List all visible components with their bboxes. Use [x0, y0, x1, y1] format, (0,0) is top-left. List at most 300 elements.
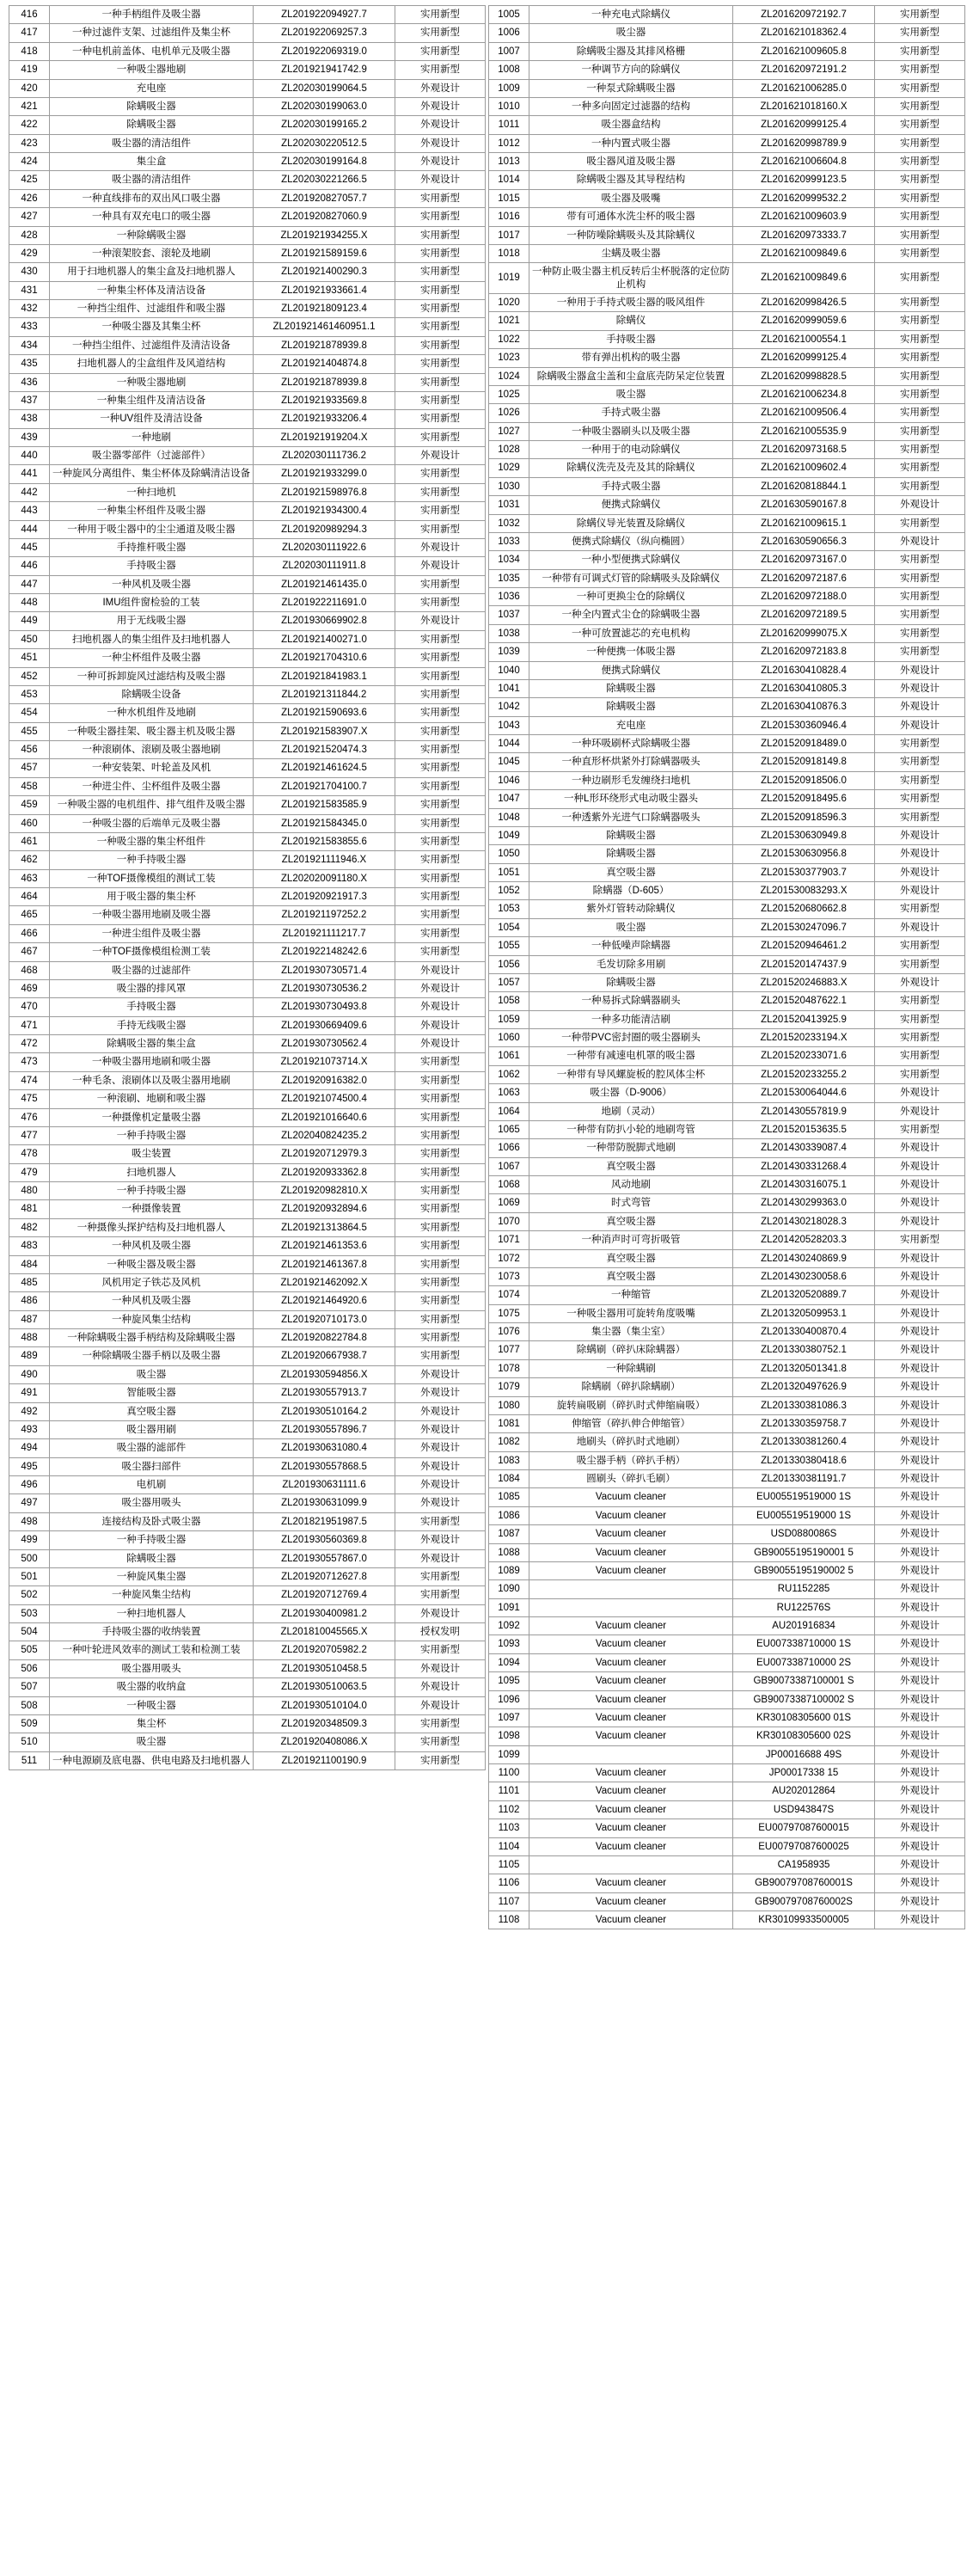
row-index: 1100 — [489, 1764, 529, 1782]
patent-type: 实用新型 — [875, 385, 965, 403]
table-row — [9, 869, 486, 887]
row-index: 423 — [9, 134, 50, 152]
patent-number: KR30109933500005 — [733, 1911, 875, 1929]
patent-title: 除螨仪导光装置及除螨仪 — [529, 514, 733, 532]
patent-type: 实用新型 — [875, 208, 965, 226]
patent-title — [529, 1855, 733, 1874]
patent-type: 外观设计 — [875, 1745, 965, 1763]
row-index: 1063 — [489, 1084, 529, 1102]
row-index: 1043 — [489, 716, 529, 734]
row-index: 477 — [9, 1126, 50, 1144]
patent-number: ZL201620998426.5 — [733, 294, 875, 312]
row-index: 1076 — [489, 1323, 529, 1341]
table-row — [9, 61, 486, 79]
patent-type: 实用新型 — [395, 502, 486, 520]
patent-number: ZL201621006604.8 — [733, 153, 875, 171]
patent-number: ZL201921598976.8 — [254, 483, 395, 501]
patent-title: 吸尘器零部件（过滤部件） — [50, 447, 254, 465]
table-row — [9, 1200, 486, 1218]
row-index: 422 — [9, 116, 50, 134]
row-index: 439 — [9, 428, 50, 446]
row-index: 1009 — [489, 79, 529, 97]
row-index: 511 — [9, 1751, 50, 1769]
patent-title: 一种防噪除螨吸头及其除螨仪 — [529, 226, 733, 244]
patent-title: 吸尘器手柄（碎扒手柄） — [529, 1451, 733, 1469]
table-row — [489, 330, 965, 348]
patent-number: ZL201921461460951.1 — [254, 318, 395, 336]
table-row — [9, 943, 486, 961]
patent-number: ZL201921400271.0 — [254, 630, 395, 648]
patent-title: 一种风机及吸尘器 — [50, 1237, 254, 1255]
table-row — [9, 759, 486, 777]
row-index: 1074 — [489, 1286, 529, 1304]
patent-type: 实用新型 — [875, 244, 965, 262]
row-index: 1014 — [489, 171, 529, 189]
patent-number: USD0880086S — [733, 1525, 875, 1543]
table-row — [9, 777, 486, 795]
patent-title: 用于吸尘器的集尘杯 — [50, 888, 254, 906]
patent-type: 实用新型 — [395, 630, 486, 648]
patent-type: 外观设计 — [875, 1470, 965, 1488]
patent-number: ZL201921461624.5 — [254, 759, 395, 777]
table-row — [489, 955, 965, 973]
row-index: 482 — [9, 1218, 50, 1236]
row-index: 1091 — [489, 1598, 529, 1616]
patent-title: 一种带防脱脚式地刷 — [529, 1139, 733, 1157]
patent-title: 一种带有减速电机罩的吸尘器 — [529, 1047, 733, 1065]
patent-type: 实用新型 — [395, 428, 486, 446]
patent-type: 实用新型 — [395, 226, 486, 244]
patent-title: 一种进尘件、尘杯组件及吸尘器 — [50, 777, 254, 795]
row-index: 438 — [9, 410, 50, 428]
row-index: 1028 — [489, 441, 529, 459]
patent-number: ZL201930669409.6 — [254, 1016, 395, 1034]
patent-type: 外观设计 — [395, 116, 486, 134]
row-index: 1039 — [489, 643, 529, 661]
table-row — [9, 1053, 486, 1071]
patent-number: ZL201620818844.1 — [733, 477, 875, 495]
row-index: 1061 — [489, 1047, 529, 1065]
table-row — [489, 753, 965, 771]
patent-number: ZL202030111736.2 — [254, 447, 395, 465]
patent-title: Vacuum cleaner — [529, 1488, 733, 1506]
table-row — [489, 1433, 965, 1451]
patent-title: 一种电源刷及底电器、供电电路及扫地机器人 — [50, 1751, 254, 1769]
patent-title: 吸尘器及吸嘴 — [529, 189, 733, 207]
row-index: 437 — [9, 391, 50, 409]
left-column — [9, 5, 480, 1770]
table-row — [9, 1751, 486, 1769]
table-row — [9, 538, 486, 556]
patent-number: ZL201921941742.9 — [254, 61, 395, 79]
table-row — [489, 1782, 965, 1800]
row-index: 1103 — [489, 1819, 529, 1837]
patent-type: 外观设计 — [875, 1212, 965, 1230]
patent-title: 旋转扁吸刷（碎扒时式伸缩扁吸） — [529, 1396, 733, 1414]
patent-title: 手持推杆吸尘器 — [50, 538, 254, 556]
patent-type: 外观设计 — [395, 171, 486, 189]
patent-type: 实用新型 — [395, 42, 486, 60]
patent-type: 实用新型 — [875, 226, 965, 244]
row-index: 1086 — [489, 1506, 529, 1524]
patent-number: ZL201930510063.5 — [254, 1678, 395, 1696]
table-row — [489, 900, 965, 918]
patent-title: 吸尘器用吸头 — [50, 1494, 254, 1512]
row-index: 488 — [9, 1329, 50, 1347]
patent-type: 实用新型 — [875, 808, 965, 826]
patent-type: 外观设计 — [395, 557, 486, 575]
patent-number: GB90073387100002 S — [733, 1690, 875, 1708]
patent-number: ZL201621009615.1 — [733, 514, 875, 532]
patent-title: 电机刷 — [50, 1476, 254, 1494]
table-row — [9, 1696, 486, 1714]
patent-number: ZL201430331268.4 — [733, 1157, 875, 1175]
table-row — [489, 514, 965, 532]
row-index: 455 — [9, 722, 50, 740]
row-index: 490 — [9, 1365, 50, 1383]
patent-type: 外观设计 — [875, 1819, 965, 1837]
patent-title: 带有可通体水洗尘杯的吸尘器 — [529, 208, 733, 226]
patent-number: ZL201920921917.3 — [254, 888, 395, 906]
row-index: 1060 — [489, 1029, 529, 1047]
patent-number: ZL201530247096.7 — [733, 918, 875, 936]
patent-number: ZL201520147437.9 — [733, 955, 875, 973]
patent-type: 外观设计 — [875, 1874, 965, 1892]
patent-number: ZL201520680662.8 — [733, 900, 875, 918]
row-index: 1065 — [489, 1120, 529, 1138]
patent-type: 实用新型 — [395, 281, 486, 299]
row-index: 1012 — [489, 134, 529, 152]
patent-title: 一种可更换尘仓的除螨仪 — [529, 588, 733, 606]
row-index: 1082 — [489, 1433, 529, 1451]
row-index: 458 — [9, 777, 50, 795]
patent-type: 实用新型 — [395, 1145, 486, 1163]
patent-type: 实用新型 — [875, 624, 965, 642]
table-row — [9, 171, 486, 189]
row-index: 1102 — [489, 1800, 529, 1819]
patent-number: ZL201530377903.7 — [733, 863, 875, 881]
table-row — [489, 1029, 965, 1047]
patent-number: ZL201530083293.X — [733, 882, 875, 900]
row-index: 425 — [9, 171, 50, 189]
patent-number: ZL201921400290.3 — [254, 263, 395, 281]
table-row — [489, 496, 965, 514]
table-row — [9, 924, 486, 942]
patent-type: 外观设计 — [875, 1102, 965, 1120]
patent-title: 吸尘器的清洁组件 — [50, 134, 254, 152]
patent-type: 外观设计 — [875, 1323, 965, 1341]
row-index: 487 — [9, 1310, 50, 1328]
patent-title: 圆刷头（碎扒毛刷） — [529, 1470, 733, 1488]
patent-number: ZL201620998828.5 — [733, 367, 875, 385]
table-row — [9, 1218, 486, 1236]
table-row — [489, 1892, 965, 1911]
row-index: 459 — [9, 796, 50, 814]
patent-type: 实用新型 — [395, 373, 486, 391]
patent-type: 实用新型 — [395, 24, 486, 42]
patent-type: 实用新型 — [395, 906, 486, 924]
table-row — [489, 1323, 965, 1341]
row-index: 496 — [9, 1476, 50, 1494]
patent-type: 实用新型 — [875, 6, 965, 24]
patent-number: ZL201921462092.X — [254, 1273, 395, 1291]
patent-number: ZL201520918489.0 — [733, 735, 875, 753]
patent-title: 真空吸尘器 — [529, 1267, 733, 1285]
row-index: 435 — [9, 355, 50, 373]
row-index: 1106 — [489, 1874, 529, 1892]
patent-title: 吸尘器 — [529, 24, 733, 42]
table-row — [489, 1690, 965, 1708]
row-index: 1022 — [489, 330, 529, 348]
patent-title: Vacuum cleaner — [529, 1506, 733, 1524]
patent-title: 一种扫地机 — [50, 483, 254, 501]
row-index: 1083 — [489, 1451, 529, 1469]
patent-title: 扫地机器人的尘盒组件及风道结构 — [50, 355, 254, 373]
patent-number: ZL201330381260.4 — [733, 1433, 875, 1451]
patent-title: 一种除螨吸尘器 — [50, 226, 254, 244]
table-row — [9, 447, 486, 465]
row-index: 1013 — [489, 153, 529, 171]
row-index: 1034 — [489, 551, 529, 569]
patent-number: ZL201430299363.0 — [733, 1194, 875, 1212]
row-index: 1017 — [489, 226, 529, 244]
patent-number: ZL201520246883.X — [733, 973, 875, 991]
patent-number: ZL202030221266.5 — [254, 171, 395, 189]
table-row — [489, 134, 965, 152]
row-index: 1016 — [489, 208, 529, 226]
patent-title: 一种低噪声除螨器 — [529, 937, 733, 955]
patent-number: EU005519519000 1S — [733, 1506, 875, 1524]
patent-type: 外观设计 — [395, 1659, 486, 1677]
table-row — [489, 422, 965, 440]
table-row — [9, 961, 486, 979]
patent-type: 实用新型 — [875, 735, 965, 753]
patent-title: 一种直形杯烘紧外打除螨器吸头 — [529, 753, 733, 771]
patent-number: GB90055195190002 5 — [733, 1561, 875, 1579]
patent-type: 外观设计 — [395, 1016, 486, 1034]
table-row — [9, 722, 486, 740]
patent-type: 实用新型 — [395, 1329, 486, 1347]
patent-type: 实用新型 — [395, 318, 486, 336]
row-index: 427 — [9, 208, 50, 226]
row-index: 434 — [9, 336, 50, 354]
table-row — [489, 1010, 965, 1028]
patent-type: 外观设计 — [395, 1384, 486, 1402]
patent-number: GB90073387100001 S — [733, 1672, 875, 1690]
patent-type: 外观设计 — [875, 496, 965, 514]
row-index: 492 — [9, 1402, 50, 1420]
row-index: 1047 — [489, 790, 529, 808]
row-index: 491 — [9, 1384, 50, 1402]
patent-title: 一种滚架胶套、滚轮及地刷 — [50, 244, 254, 262]
table-row — [9, 373, 486, 391]
table-row — [9, 226, 486, 244]
patent-title: 吸尘器扫部件 — [50, 1457, 254, 1475]
patent-title: 一种旋风集尘结构 — [50, 1586, 254, 1604]
table-row — [9, 1494, 486, 1512]
patent-title: 一种旋风分离组件、集尘杯体及除螨清洁设备 — [50, 465, 254, 483]
patent-type: 实用新型 — [395, 1200, 486, 1218]
patent-number: ZL201621009506.4 — [733, 404, 875, 422]
patent-number: EU007338710000 1S — [733, 1635, 875, 1653]
patent-title: 吸尘器用刷 — [50, 1420, 254, 1438]
patent-number: ZL201520233255.2 — [733, 1065, 875, 1083]
table-row — [9, 796, 486, 814]
patent-type: 外观设计 — [875, 1157, 965, 1175]
row-index: 472 — [9, 1035, 50, 1053]
patent-title: 除螨器（D-605） — [529, 882, 733, 900]
row-index: 466 — [9, 924, 50, 942]
row-index: 429 — [9, 244, 50, 262]
patent-number: ZL201620973167.0 — [733, 551, 875, 569]
row-index: 1046 — [489, 771, 529, 789]
patent-type: 外观设计 — [875, 1800, 965, 1819]
table-row — [489, 1139, 965, 1157]
row-index: 1010 — [489, 97, 529, 115]
patent-type: 实用新型 — [395, 189, 486, 207]
patent-number: ZL201520918506.0 — [733, 771, 875, 789]
table-row — [9, 667, 486, 685]
patent-number: ZL201330400870.4 — [733, 1323, 875, 1341]
table-row — [489, 1047, 965, 1065]
table-row — [489, 1396, 965, 1414]
patent-title: 除螨吸尘器及其排风格栅 — [529, 42, 733, 60]
patent-title: 一种水机组件及地刷 — [50, 704, 254, 722]
patent-type: 外观设计 — [875, 1635, 965, 1653]
patent-number: ZL201620999075.X — [733, 624, 875, 642]
patent-title: 一种用于吸尘器中的尘尘通道及吸尘器 — [50, 520, 254, 538]
table-row — [9, 630, 486, 648]
patent-number: AU201916834 — [733, 1617, 875, 1635]
row-index: 1038 — [489, 624, 529, 642]
patent-title: 一种环吸刷杯式除螨吸尘器 — [529, 735, 733, 753]
patent-title: 一种风机及吸尘器 — [50, 575, 254, 593]
patent-type: 外观设计 — [875, 863, 965, 881]
patent-title: 一种吸尘器用可旋转角度吸嘴 — [529, 1304, 733, 1322]
patent-title: 除螨吸尘器及其导程结构 — [529, 171, 733, 189]
patent-title: Vacuum cleaner — [529, 1561, 733, 1579]
patent-type: 外观设计 — [875, 679, 965, 697]
patent-title: 一种叶轮进风效率的测试工装和检测工装 — [50, 1641, 254, 1659]
patent-title: 一种毛条、滚刷体以及吸尘器用地刷 — [50, 1071, 254, 1089]
patent-number: ZL201921919204.X — [254, 428, 395, 446]
row-index: 1069 — [489, 1194, 529, 1212]
patent-title: 尘螨及吸尘器 — [529, 244, 733, 262]
table-row — [489, 1231, 965, 1249]
patent-title: 除螨吸尘器 — [529, 845, 733, 863]
patent-number: ZL202020091180.X — [254, 869, 395, 887]
patent-number: ZL201930510104.0 — [254, 1696, 395, 1714]
patent-number: ZL201921197252.2 — [254, 906, 395, 924]
patent-number: ZL201921704310.6 — [254, 649, 395, 667]
patent-type: 实用新型 — [395, 1255, 486, 1273]
patent-number: ZL201930669902.8 — [254, 612, 395, 630]
patent-title: 一种吸尘器的集尘杯组件 — [50, 832, 254, 850]
table-row — [489, 1855, 965, 1874]
patent-title: 手持吸尘器的收纳装置 — [50, 1623, 254, 1641]
patent-title: 地刷（灵动） — [529, 1102, 733, 1120]
table-row — [489, 1286, 965, 1304]
row-index: 1059 — [489, 1010, 529, 1028]
patent-number: ZL201921933661.4 — [254, 281, 395, 299]
patent-type: 外观设计 — [875, 1286, 965, 1304]
patent-title: 吸尘器的排风罩 — [50, 979, 254, 997]
patent-type: 实用新型 — [875, 992, 965, 1010]
table-row — [489, 1617, 965, 1635]
table-row — [9, 391, 486, 409]
patent-title: 用于无线吸尘器 — [50, 612, 254, 630]
table-row — [9, 1384, 486, 1402]
patent-title: IMU组件窗检验的工装 — [50, 594, 254, 612]
row-index: 431 — [9, 281, 50, 299]
row-index: 444 — [9, 520, 50, 538]
patent-type: 实用新型 — [395, 667, 486, 685]
patent-number: ZL202030199064.5 — [254, 79, 395, 97]
patent-title: 真空吸尘器 — [529, 1249, 733, 1267]
patent-number: ZL201621006234.8 — [733, 385, 875, 403]
patent-title: 一种直线排布的双出风口吸尘器 — [50, 189, 254, 207]
patent-type: 实用新型 — [875, 643, 965, 661]
patent-number: ZL201920932894.6 — [254, 1200, 395, 1218]
patent-title: 一种挡尘组件、过滤组件及清洁设备 — [50, 336, 254, 354]
row-index: 1011 — [489, 116, 529, 134]
table-row — [489, 294, 965, 312]
table-row — [9, 1586, 486, 1604]
patent-title: 除螨吸尘器 — [529, 826, 733, 844]
patent-number: EU00797087600015 — [733, 1819, 875, 1837]
patent-number: ZL201620973168.5 — [733, 441, 875, 459]
patent-number: ZL201921809123.4 — [254, 300, 395, 318]
patent-type: 实用新型 — [875, 189, 965, 207]
row-index: 1056 — [489, 955, 529, 973]
table-row — [489, 477, 965, 495]
table-row — [489, 918, 965, 936]
row-index: 1018 — [489, 244, 529, 262]
patent-number: ZL201930730562.4 — [254, 1035, 395, 1053]
patent-type: 实用新型 — [395, 869, 486, 887]
patent-number: GB90055195190001 5 — [733, 1543, 875, 1561]
patent-title: 手持吸尘器 — [529, 330, 733, 348]
row-index: 418 — [9, 42, 50, 60]
table-row — [489, 1764, 965, 1782]
patent-type: 实用新型 — [395, 6, 486, 24]
table-row — [489, 698, 965, 716]
patent-type: 实用新型 — [875, 588, 965, 606]
row-index: 500 — [9, 1549, 50, 1567]
patent-number: ZL201420528203.3 — [733, 1231, 875, 1249]
table-row — [489, 61, 965, 79]
patent-number: ZL201330381086.3 — [733, 1396, 875, 1414]
table-row — [489, 735, 965, 753]
patent-title: 一种手持吸尘器 — [50, 851, 254, 869]
patent-type: 实用新型 — [875, 1010, 965, 1028]
row-index: 1031 — [489, 496, 529, 514]
patent-number: ZL201320520889.7 — [733, 1286, 875, 1304]
patent-title: 一种风机及吸尘器 — [50, 1292, 254, 1310]
patent-title: 手持无线吸尘器 — [50, 1016, 254, 1034]
table-row — [9, 888, 486, 906]
patent-number: ZL201630410828.4 — [733, 661, 875, 679]
table-row — [489, 153, 965, 171]
patent-type: 外观设计 — [395, 1696, 486, 1714]
row-index: 1101 — [489, 1782, 529, 1800]
patent-type: 实用新型 — [875, 134, 965, 152]
patent-type: 外观设计 — [875, 1488, 965, 1506]
table-row — [489, 42, 965, 60]
table-row — [9, 24, 486, 42]
row-index: 494 — [9, 1439, 50, 1457]
row-index: 497 — [9, 1494, 50, 1512]
